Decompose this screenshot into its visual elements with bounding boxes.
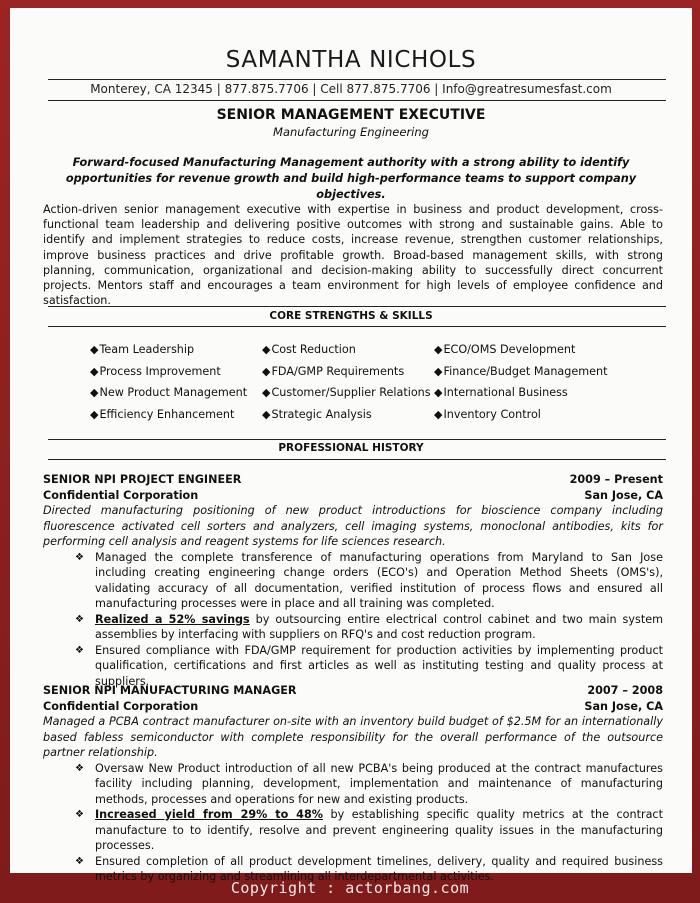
- job-bullet: [75, 807, 663, 854]
- skill-label: New Product Management: [99, 386, 248, 399]
- job-title: SENIOR NPI PROJECT ENGINEER: [43, 473, 242, 486]
- job-company-row: [43, 699, 663, 715]
- job-bullet: [75, 550, 663, 612]
- skill-label: International Business: [443, 386, 568, 399]
- candidate-name: SAMANTHA NICHOLS: [225, 47, 477, 73]
- contact-line: Monterey, CA 12345 | 877.875.7706 | Cell 877.875.7706 | Info@greatresumesfast.com: [90, 82, 612, 96]
- summary-paragraph: Action-driven senior management executive with expertise in business and product development, cross-functional team leadership and delivering positive outcomes with strong and sustainable gains. Able to identify and implement strategies to reduce costs, increase revenue, strengthen customer relationships, improve business practices and drive profitable growth. Broad-based management skills, with strong planning, communication, organizational and decision-making ability to successfully direct concurrent projects. Mentors staff and encourages a team environment for high levels of employee confidence and satisfaction.: [43, 203, 663, 308]
- job-title: SENIOR NPI MANUFACTURING MANAGER: [43, 684, 297, 697]
- skill-item: [262, 407, 434, 424]
- four-diamond-icon: ❖: [75, 613, 84, 625]
- skill-item: [434, 342, 634, 359]
- skill-item: [434, 407, 634, 424]
- diamond-icon: ◆: [434, 407, 443, 421]
- resume-title: SENIOR MANAGEMENT EXECUTIVE: [216, 107, 486, 123]
- skill-item: [262, 342, 434, 359]
- job-bullet: [75, 612, 663, 643]
- diamond-icon: ◆: [262, 364, 271, 378]
- skill-item: [262, 364, 434, 381]
- skill-item: [262, 385, 434, 402]
- skill-label: Efficiency Enhancement: [99, 407, 235, 421]
- diamond-icon: ◆: [90, 386, 99, 399]
- skill-item: [434, 385, 634, 402]
- four-diamond-icon: ❖: [75, 855, 84, 867]
- job-title-row: [43, 472, 663, 488]
- job-location: San Jose, CA: [584, 699, 663, 713]
- history-rule-bottom: [48, 459, 666, 460]
- four-diamond-icon: ❖: [75, 644, 84, 656]
- diamond-icon: ◆: [434, 386, 443, 399]
- history-heading: PROFESSIONAL HISTORY: [278, 442, 424, 454]
- skill-label: Strategic Analysis: [271, 407, 372, 421]
- job-bullet-list: [43, 761, 663, 885]
- job-company: Confidential Corporation: [43, 699, 199, 713]
- copyright-watermark: Copyright : actorbang.com: [230, 879, 470, 897]
- diamond-icon: ◆: [90, 364, 99, 378]
- skill-item: [90, 342, 262, 359]
- bullet-text: Ensured completion of all product development timelines, delivery, quality and required business metrics by organizing and streamlining all interdepartmental activities.: [95, 854, 663, 883]
- diamond-icon: ◆: [262, 343, 271, 356]
- diamond-icon: ◆: [90, 343, 99, 356]
- achievement-highlight: Realized a 52% savings: [95, 612, 250, 626]
- watermark-bar: [0, 873, 700, 903]
- diamond-icon: ◆: [434, 364, 443, 378]
- job-bullet: [75, 761, 663, 808]
- skill-label: Process Improvement: [99, 364, 221, 378]
- job-dates: 2009 – Present: [569, 473, 663, 486]
- tagline: Forward-focused Manufacturing Management authority with a strong ability to identify opportunities for revenue growth and build high-performance teams to support company objectives.: [65, 156, 637, 201]
- skill-label: Team Leadership: [99, 343, 195, 356]
- diamond-icon: ◆: [90, 407, 99, 421]
- skill-label: FDA/GMP Requirements: [271, 364, 405, 378]
- resume-subtitle: Manufacturing Engineering: [273, 125, 429, 139]
- bullet-text: by outsourcing entire electrical control cabinet and two main system assemblies by interfacing with suppliers on RFQ's and cost reduction program.: [95, 612, 664, 641]
- skill-label: Customer/Supplier Relations: [271, 386, 431, 399]
- skills-rule-bottom: [48, 326, 666, 327]
- bullet-text: Oversaw New Product introduction of all new PCBA's being produced at the contract manufactures facility including planning, development, implementation and maintenance of manufacturing methods, processes and operations for new and existing products.: [95, 761, 663, 806]
- skills-rule-top: [48, 306, 666, 307]
- job-entry: [43, 683, 663, 885]
- header-rule-top: [48, 79, 666, 80]
- four-diamond-icon: ❖: [75, 809, 84, 820]
- skill-label: Finance/Budget Management: [443, 364, 608, 378]
- bullet-text: by establishing specific quality metrics at the contract manufacture to to identify, resolve and prevent engineering quality issues in the manufacturing processes.: [95, 808, 663, 852]
- diamond-icon: ◆: [434, 343, 443, 356]
- resume-page: [10, 8, 692, 883]
- skills-grid: [90, 342, 650, 423]
- skills-heading: CORE STRENGTHS & SKILLS: [269, 310, 433, 322]
- job-title-row: [43, 683, 663, 699]
- four-diamond-icon: ❖: [75, 762, 84, 774]
- job-location: San Jose, CA: [584, 488, 663, 502]
- skill-item: [90, 364, 262, 381]
- skill-item: [90, 385, 262, 402]
- job-entry: [43, 472, 663, 689]
- header-rule-bottom: [48, 100, 666, 101]
- job-description: Directed manufacturing positioning of new product introductions for bioscience company including fluorescence activated cell sorters and analyzers, cell imaging systems, monoclonal antibodies, kits for performing cell analysis and reagent systems for life sciences research.: [43, 504, 663, 548]
- skill-item: [434, 364, 634, 381]
- skill-label: ECO/OMS Development: [443, 343, 576, 356]
- job-company-row: [43, 488, 663, 504]
- diamond-icon: ◆: [262, 407, 271, 421]
- job-description: Managed a PCBA contract manufacturer on-site with an inventory build budget of $2.5M for an internationally based fabless semiconductor with complete responsibility for the overall performance of the outsource partner relationship.: [43, 715, 663, 759]
- diamond-icon: ◆: [262, 386, 271, 399]
- skill-label: Inventory Control: [443, 407, 541, 421]
- four-diamond-icon: ❖: [75, 551, 84, 563]
- achievement-highlight: Increased yield from 29% to 48%: [95, 808, 323, 821]
- history-rule-top: [48, 439, 666, 440]
- bullet-text: Managed the complete transference of manufacturing operations from Maryland to San Jose including creating engineering change orders (ECO's) and Operation Method Sheets (OMS's), validating accuracy of all documentation, verified institution of process flows and ensured all manufacturing processes were in place and all training was completed.: [95, 550, 663, 610]
- skill-label: Cost Reduction: [271, 343, 356, 356]
- bullet-text: Ensured compliance with FDA/GMP requirement for production activities by implementing product qualification, certifications and first articles as well as instituting testing and quality process at suppliers.: [95, 643, 663, 688]
- job-dates: 2007 – 2008: [587, 684, 663, 697]
- job-company: Confidential Corporation: [43, 488, 199, 502]
- job-bullet-list: [43, 550, 663, 690]
- skill-item: [90, 407, 262, 424]
